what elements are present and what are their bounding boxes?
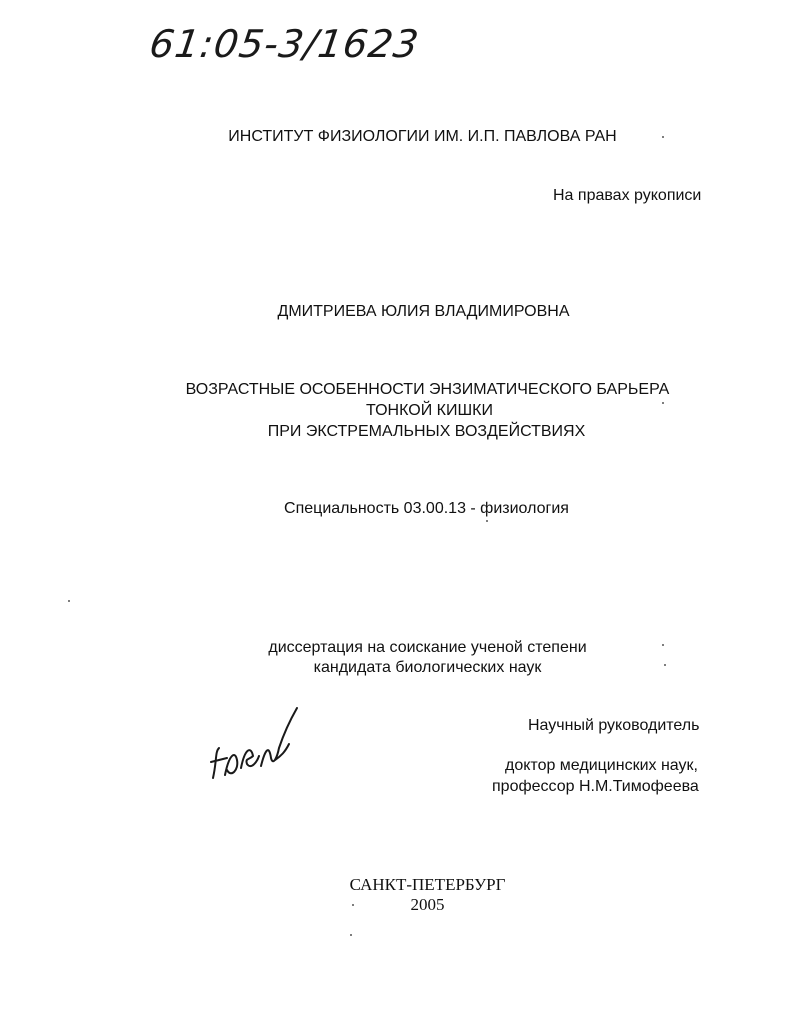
author-name: ДМИТРИЕВА ЮЛИЯ ВЛАДИМИРОВНА — [277, 303, 570, 320]
degree-line-1: диссертация на соискание ученой степени — [268, 639, 587, 656]
supervisor-label: Научный руководитель — [528, 717, 700, 734]
scan-speck — [662, 644, 664, 646]
supervisor-name: профессор Н.М.Тимофеева — [492, 778, 699, 795]
scan-speck — [68, 600, 70, 602]
scan-speck — [486, 520, 488, 522]
scan-speck — [662, 402, 664, 404]
degree-line-2: кандидата биологических наук — [313, 659, 542, 676]
title-line-2: ТОНКОЙ КИШКИ — [366, 402, 493, 419]
scan-speck — [664, 664, 666, 666]
handwritten-signature — [205, 700, 315, 790]
institute-name: ИНСТИТУТ ФИЗИОЛОГИИ ИМ. И.П. ПАВЛОВА РАН — [228, 128, 617, 145]
scan-speck — [352, 904, 354, 906]
scan-speck — [350, 934, 352, 936]
city: САНКТ-ПЕТЕРБУРГ — [349, 875, 506, 894]
rights-note: На правах рукописи — [553, 187, 702, 204]
supervisor-degree: доктор медицинских наук, — [505, 757, 698, 774]
title-line-1: ВОЗРАСТНЫЕ ОСОБЕННОСТИ ЭНЗИМАТИЧЕСКОГО БАРЬЕРА — [185, 381, 670, 398]
specialty: Специальность 03.00.13 - физиология — [284, 500, 569, 517]
archive-code-handwritten: 61:05-3/1623 — [146, 22, 423, 66]
title-line-3: ПРИ ЭКСТРЕМАЛЬНЫХ ВОЗДЕЙСТВИЯХ — [267, 423, 586, 440]
year: 2005 — [410, 895, 445, 914]
scan-speck — [662, 136, 664, 138]
